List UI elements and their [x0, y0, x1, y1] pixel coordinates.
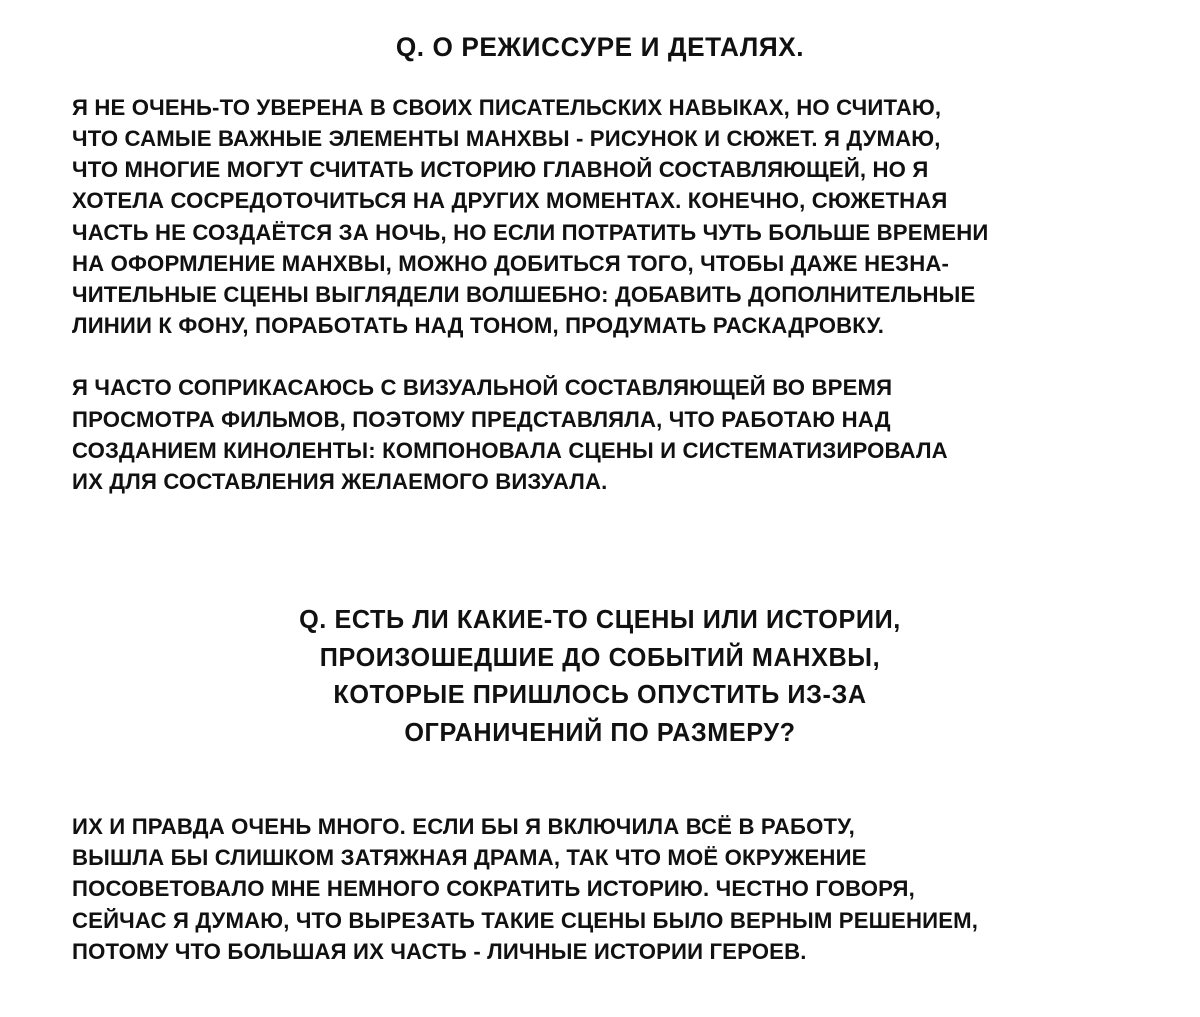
question-2-heading-line-3: КОТОРЫЕ ПРИШЛОСЬ ОПУСТИТЬ ИЗ-ЗА	[333, 679, 867, 710]
answer-2-p1-line-1: ИХ И ПРАВДА ОЧЕНЬ МНОГО. ЕСЛИ БЫ Я ВКЛЮЧИЛА ВСЁ В РАБОТУ,	[72, 814, 855, 840]
answer-1-p2-line-2: ПРОСМОТРА ФИЛЬМОВ, ПОЭТОМУ ПРЕДСТАВЛЯЛА, ЧТО РАБОТАЮ НАД	[72, 406, 891, 432]
answer-2-paragraph-1	[0, 811, 1200, 967]
answer-2-p1-line-4: СЕЙЧАС Я ДУМАЮ, ЧТО ВЫРЕЗАТЬ ТАКИЕ СЦЕНЫ БЫЛО ВЕРНЫМ РЕШЕНИЕМ,	[72, 907, 979, 933]
question-2-heading	[18, 601, 1182, 751]
question-2-heading-line-2: ПРОИЗОШЕДШИЕ ДО СОБЫТИЙ МАНХВЫ,	[319, 641, 881, 672]
answer-1-p2-line-1: Я ЧАСТО СОПРИКАСАЮСЬ С ВИЗУАЛЬНОЙ СОСТАВЛЯЮЩЕЙ ВО ВРЕМЯ	[72, 375, 893, 401]
question-1-heading-line: Q. О РЕЖИССУРЕ И ДЕТАЛЯХ.	[395, 32, 805, 62]
answer-1-p1-line-4: ХОТЕЛА СОСРЕДОТОЧИТЬСЯ НА ДРУГИХ МОМЕНТАХ. КОНЕЧНО, СЮЖЕТНАЯ	[72, 188, 948, 214]
question-1-heading	[18, 0, 1182, 64]
answer-2-p1-line-3: ПОСОВЕТОВАЛО МНЕ НЕМНОГО СОКРАТИТЬ ИСТОРИЮ. ЧЕСТНО ГОВОРЯ,	[72, 876, 915, 902]
answer-1-p1-line-6: НА ОФОРМЛЕНИЕ МАНХВЫ, МОЖНО ДОБИТЬСЯ ТОГО, ЧТОБЫ ДАЖЕ НЕЗНА-	[72, 250, 950, 276]
answer-1-p1-line-8: ЛИНИИ К ФОНУ, ПОРАБОТАТЬ НАД ТОНОМ, ПРОДУМАТЬ РАСКАДРОВКУ.	[72, 313, 885, 339]
heading-answer-spacer	[0, 751, 1200, 811]
answer-1-p1-line-1: Я НЕ ОЧЕНЬ-ТО УВЕРЕНА В СВОИХ ПИСАТЕЛЬСКИХ НАВЫКАХ, НО СЧИТАЮ,	[72, 94, 942, 120]
answer-1-p2-line-4: ИХ ДЛЯ СОСТАВЛЕНИЯ ЖЕЛАЕМОГО ВИЗУАЛА.	[72, 469, 608, 495]
answer-1-p1-line-2: ЧТО САМЫЕ ВАЖНЫЕ ЭЛЕМЕНТЫ МАНХВЫ - РИСУНОК И СЮЖЕТ. Я ДУМАЮ,	[72, 126, 941, 152]
answer-1-paragraph-1	[0, 92, 1200, 342]
question-2-heading-line-1: Q. ЕСТЬ ЛИ КАКИЕ-ТО СЦЕНЫ ИЛИ ИСТОРИИ,	[299, 604, 901, 635]
section-spacer	[0, 497, 1200, 601]
answer-1-p1-line-3: ЧТО МНОГИЕ МОГУТ СЧИТАТЬ ИСТОРИЮ ГЛАВНОЙ СОСТАВЛЯЮЩЕЙ, НО Я	[72, 157, 929, 183]
answer-2-p1-line-5: ПОТОМУ ЧТО БОЛЬШАЯ ИХ ЧАСТЬ - ЛИЧНЫЕ ИСТОРИИ ГЕРОЕВ.	[72, 938, 807, 964]
answer-1-paragraph-2	[0, 372, 1200, 497]
question-2-heading-line-4: ОГРАНИЧЕНИЙ ПО РАЗМЕРУ?	[404, 716, 796, 747]
answer-2-p1-line-2: ВЫШЛА БЫ СЛИШКОМ ЗАТЯЖНАЯ ДРАМА, ТАК ЧТО МОЁ ОКРУЖЕНИЕ	[72, 845, 867, 871]
answer-1-p1-line-5: ЧАСТЬ НЕ СОЗДАЁТСЯ ЗА НОЧЬ, НО ЕСЛИ ПОТРАТИТЬ ЧУТЬ БОЛЬШЕ ВРЕМЕНИ	[72, 219, 989, 245]
answer-1-p2-line-3: СОЗДАНИЕМ КИНОЛЕНТЫ: КОМПОНОВАЛА СЦЕНЫ И СИСТЕМАТИЗИРОВАЛА	[72, 437, 948, 463]
answer-1-p1-line-7: ЧИТЕЛЬНЫЕ СЦЕНЫ ВЫГЛЯДЕЛИ ВОЛШЕБНО: ДОБАВИТЬ ДОПОЛНИТЕЛЬНЫЕ	[72, 282, 976, 308]
